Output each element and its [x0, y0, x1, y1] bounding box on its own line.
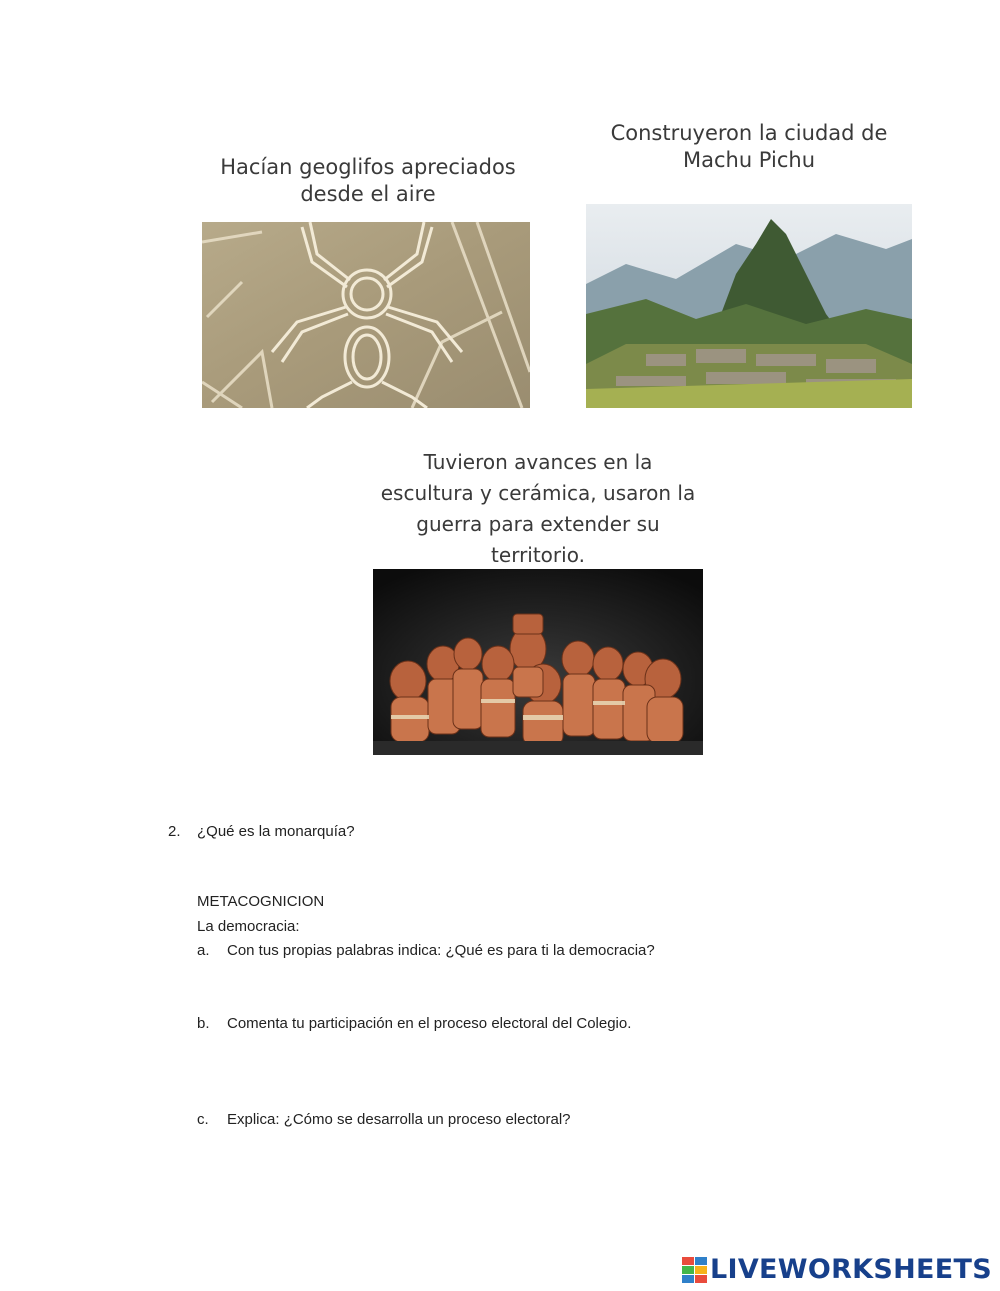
- machu-picchu-image: [586, 204, 912, 408]
- ceramics-image: [373, 569, 703, 755]
- item-b-letter: b.: [197, 1015, 210, 1032]
- logo-blocks-icon: [682, 1257, 707, 1283]
- ceramics-caption-line2: escultura y cerámica, usaron la: [380, 481, 696, 505]
- item-a-letter: a.: [197, 942, 210, 959]
- nazca-caption-line1: Hacían geoglifos apreciados: [220, 155, 516, 179]
- ceramics-caption-line4: territorio.: [491, 543, 585, 567]
- ceramics-caption-line3: guerra para extender su: [416, 512, 660, 536]
- logo-text: LIVEWORKSHEETS: [709, 1254, 992, 1285]
- ceramics-caption-line1: Tuvieron avances en la: [423, 450, 653, 474]
- democracy-subtitle: La democracia:: [197, 918, 300, 935]
- machu-card: [584, 118, 914, 410]
- machu-caption-line2: Machu Pichu: [682, 147, 816, 172]
- question-2-number: 2.: [168, 823, 181, 840]
- ceramics-card: [370, 445, 706, 757]
- item-c-text: Explica: ¿Cómo se desarrolla un proceso electoral?: [227, 1111, 571, 1128]
- machu-caption: [584, 120, 914, 174]
- nazca-card: [200, 140, 536, 412]
- section-title: METACOGNICION: [197, 893, 325, 910]
- item-c-letter: c.: [197, 1111, 209, 1128]
- nazca-caption-line2: desde el aire: [300, 181, 436, 206]
- nazca-caption: [200, 154, 536, 208]
- nazca-spider-image: [202, 222, 530, 408]
- liveworksheets-logo[interactable]: [682, 1254, 992, 1285]
- item-b-text: Comenta tu participación en el proceso electoral del Colegio.: [227, 1015, 632, 1032]
- ceramics-caption: [370, 447, 706, 571]
- question-2-text: ¿Qué es la monarquía?: [197, 823, 355, 840]
- machu-caption-line1: Construyeron la ciudad de: [610, 121, 888, 145]
- item-a-text: Con tus propias palabras indica: ¿Qué es para ti la democracia?: [227, 942, 655, 959]
